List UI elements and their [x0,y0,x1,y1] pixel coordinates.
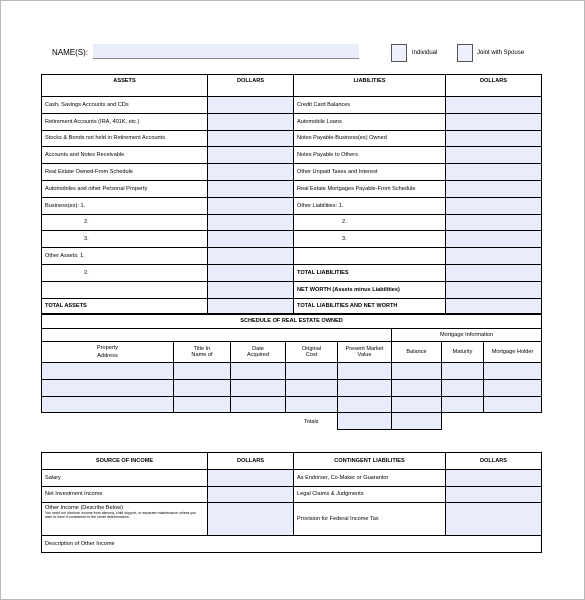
asset-amount-field[interactable] [208,147,294,164]
individual-label: Individual [412,50,438,56]
liability-label: 3. [294,231,446,248]
net-worth-field[interactable] [446,281,542,298]
liability-label: Notes Payable-Business(es) Owned [294,130,446,147]
maturity-field[interactable] [442,396,484,413]
asset-amount-field[interactable] [208,197,294,214]
mortgage-info-header: Mortgage Information [392,329,542,342]
asset-label: 2. [42,264,208,281]
source-of-income-header: SOURCE OF INCOME [42,453,208,470]
value-field[interactable] [338,363,392,380]
asset-label: Accounts and Notes Receivable [42,147,208,164]
asset-label: Cash, Savings Accounts and CDs [42,97,208,114]
col-present-market-value: Present Market Value [338,342,392,363]
total-assets-label: TOTAL ASSETS [42,298,208,315]
asset-amount-field[interactable] [208,164,294,181]
asset-amount-field[interactable] [208,231,294,248]
balance-field[interactable] [392,363,442,380]
col-balance: Balance [392,342,442,363]
dollars-header-2: DOLLARS [446,75,542,97]
date-field[interactable] [231,379,286,396]
holder-field[interactable] [484,396,542,413]
asset-amount-field[interactable] [208,264,294,281]
salary-field[interactable] [208,469,294,486]
liability-amount-field[interactable] [446,197,542,214]
table-row [42,363,542,380]
real-estate-title: SCHEDULE OF REAL ESTATE OWNED [42,314,542,329]
assets-header: ASSETS [42,75,208,97]
asset-label: 2. [42,214,208,231]
liability-amount-field[interactable] [446,214,542,231]
cost-field[interactable] [286,379,338,396]
liability-label [294,248,446,265]
contingent-dollars-header: DOLLARS [446,453,542,470]
liability-label: Other Unpaid Taxes and Interest [294,164,446,181]
legal-claims-field[interactable] [446,486,542,503]
liability-label: Other Liabilities: 1. [294,197,446,214]
asset-amount-field[interactable] [208,214,294,231]
assets-liabilities-table [41,74,542,315]
total-liabilities-label: TOTAL LIABILITIES [294,264,446,281]
real-estate-schedule-table [41,313,542,430]
liability-amount-field[interactable] [446,231,542,248]
liability-amount-field[interactable] [446,164,542,181]
totals-value-field[interactable] [338,413,392,430]
joint-checkbox[interactable] [457,44,473,62]
col-property-address: Property Address [42,342,174,363]
other-income-note: You need not disclose income from alimony, child support, or separate maintenance unless you wish to have it considered in the credit determination. [45,511,197,520]
other-income-field[interactable] [208,503,294,536]
holder-field[interactable] [484,379,542,396]
liabilities-header: LIABILITIES [294,75,446,97]
investment-income-field[interactable] [208,486,294,503]
individual-checkbox[interactable] [391,44,407,62]
liability-label: Automobile Loans [294,113,446,130]
liability-amount-field[interactable] [446,113,542,130]
table-row [42,379,542,396]
liability-amount-field[interactable] [446,248,542,265]
liability-label: Real Estate Mortgages Payable-From Schedule [294,180,446,197]
value-field[interactable] [338,396,392,413]
contingent-liabilities-header: CONTINGENT LIABILITIES [294,453,446,470]
title-field[interactable] [174,363,231,380]
liability-amount-field[interactable] [446,180,542,197]
names-label: NAME(S): [52,48,88,57]
other-income-label: Other Income (Describe Below) You need not disclose income from alimony, child support, or separate maintenance unless you wish to have it considered in the credit determination. [42,503,208,536]
asset-amount-field[interactable] [208,97,294,114]
dollars-header: DOLLARS [208,75,294,97]
holder-field[interactable] [484,363,542,380]
date-field[interactable] [231,396,286,413]
balance-field[interactable] [392,379,442,396]
asset-amount-field[interactable] [208,180,294,197]
title-field[interactable] [174,396,231,413]
col-mortgage-holder: Mortgage Holder [484,342,542,363]
liability-label: Notes Payable to Others [294,147,446,164]
col-original-cost: Original Cost [286,342,338,363]
property-address-field[interactable] [42,396,174,413]
totals-label: Totals [303,418,319,425]
total-liabilities-net-worth-label: TOTAL LIABILITIES AND NET WORTH [294,298,446,315]
liability-amount-field[interactable] [446,97,542,114]
liability-label: Credit Card Balances [294,97,446,114]
asset-amount-field[interactable] [208,113,294,130]
asset-label: 3. [42,231,208,248]
income-table [41,452,542,553]
asset-amount-field[interactable] [208,281,294,298]
col-date-acquired: Date Acquired [231,342,286,363]
income-dollars-header: DOLLARS [208,453,294,470]
total-liabilities-field[interactable] [446,264,542,281]
liability-label: 2. [294,214,446,231]
asset-label: Stocks & Bonds not held in Retirement Accounts [42,130,208,147]
asset-label [42,281,208,298]
asset-label: Other Assets: 1. [42,248,208,265]
date-field[interactable] [231,363,286,380]
totals-balance-field[interactable] [392,413,442,430]
asset-label: Retirement Accounts (IRA, 401K, etc.) [42,113,208,130]
asset-label: Automobiles and other Personal Property [42,180,208,197]
table-row [42,396,542,413]
income-label: Salary [42,469,208,486]
asset-amount-field[interactable] [208,130,294,147]
contingent-label: As Endorser, Co-Maker or Guarantor [294,469,446,486]
balance-field[interactable] [392,396,442,413]
col-title-in-name: Title In Name of [174,342,231,363]
net-worth-label: NET WORTH (Assets minus Liabilities) [294,281,446,298]
asset-amount-field[interactable] [208,248,294,265]
income-label: Net Investment Income [42,486,208,503]
maturity-field[interactable] [442,379,484,396]
asset-label: Real Estate Owned-From Schedule [42,164,208,181]
endorser-field[interactable] [446,469,542,486]
description-of-other-income[interactable]: Description of Other Income [42,536,542,553]
property-address-field[interactable] [42,363,174,380]
liability-amount-field[interactable] [446,130,542,147]
col-maturity: Maturity [442,342,484,363]
liability-amount-field[interactable] [446,147,542,164]
asset-label: Business(es): 1. [42,197,208,214]
names-input[interactable] [93,44,359,59]
title-field[interactable] [174,379,231,396]
joint-label: Joint with Spouse [477,50,525,56]
cost-field[interactable] [286,363,338,380]
cost-field[interactable] [286,396,338,413]
contingent-label: Provision for Federal Income Tax [294,503,446,536]
value-field[interactable] [338,379,392,396]
contingent-label: Legal Claims & Judgments [294,486,446,503]
maturity-field[interactable] [442,363,484,380]
property-address-field[interactable] [42,379,174,396]
federal-tax-field[interactable] [446,503,542,536]
